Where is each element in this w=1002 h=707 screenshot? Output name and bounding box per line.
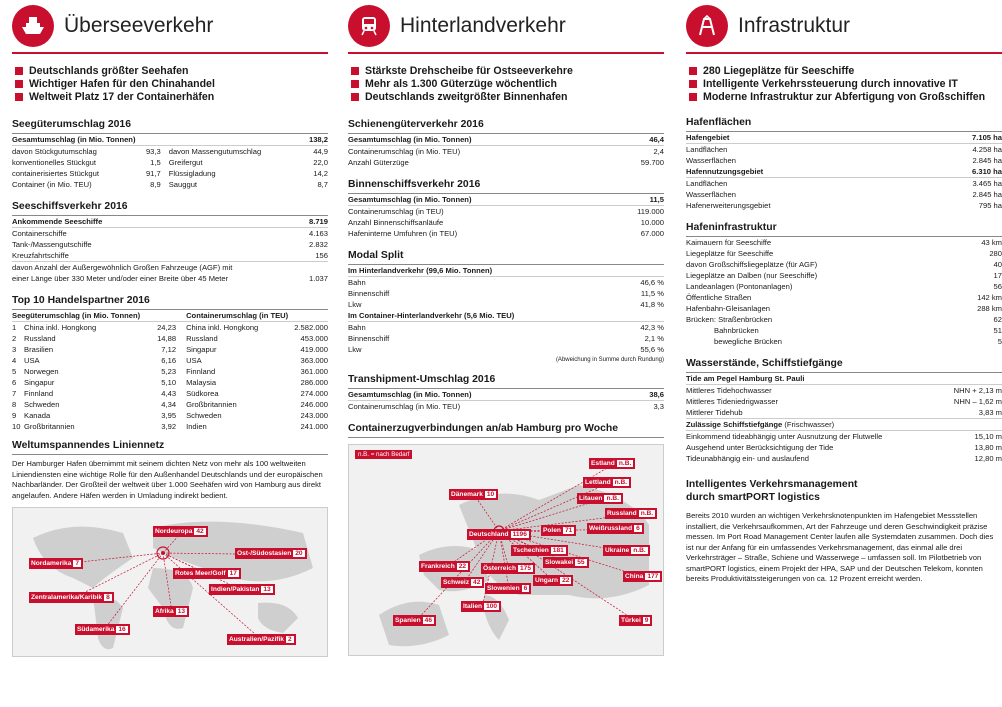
table-row: Wasserflächen 2.845 ha xyxy=(686,190,1002,199)
table-row: 2 Russland 14,88 Russland 453.000 xyxy=(12,334,328,343)
section-heading: Weltumspannendes Liniennetz xyxy=(12,440,328,455)
table-row: Hafengebiet 7.105 ha xyxy=(686,133,1002,142)
schienenverkehr-section xyxy=(348,119,664,168)
train-label: Spanien 46 xyxy=(393,615,436,626)
train-label: Dänemark 10 xyxy=(449,489,498,500)
liniennetz-text: Der Hamburger Hafen übernimmt mit seinem dichten Netz von mehr als 100 weltweiten Liniendiensten eine wichtige Rolle für den Außenhandel Deutschlands und der europäischen Nachbarländer. Der Großteil der weltweit über 1.000 Seehäfen wird von Hamburg aus direkt angelaufen. Andere Häfen werden in Umladung indirekt bedient. xyxy=(12,459,323,500)
section-heading: Seegüterumschlag 2016 xyxy=(12,119,328,134)
hafeninfrastruktur-table xyxy=(686,237,1002,347)
liniennetz-section xyxy=(12,440,328,657)
train-label: Türkei 9 xyxy=(619,615,652,626)
section-heading: Containerzugverbindungen an/ab Hamburg pro Woche xyxy=(348,423,664,438)
table-row: Lkw 41,8 % xyxy=(348,300,664,309)
train-label: Tschechien 181 xyxy=(511,545,568,556)
train-label: Ukraine n.B. xyxy=(603,545,650,556)
table-row: 7 Finnland 4,43 Südkorea 274.000 xyxy=(12,389,328,398)
table-row: Kreuzfahrtschiffe 156 xyxy=(12,251,328,260)
total-value: 138,2 xyxy=(301,134,328,146)
section-heading: Schienengüterverkehr 2016 xyxy=(348,119,664,134)
crane-icon xyxy=(686,5,728,47)
hafenflaechen-section xyxy=(686,117,1002,211)
table-row: davon Anzahl der Außergewöhnlich Großen Fahrzeuge (AGF) mit xyxy=(12,263,233,272)
map-label-ostasien: Ost-/Südostasien 20 xyxy=(235,548,307,559)
section-heading: Top 10 Handelspartner 2016 xyxy=(12,295,328,310)
map-label-nordamerika: Nordamerika 7 xyxy=(29,558,83,569)
table-row: Containerumschlag (in Mio. TEU) 2,4 xyxy=(348,147,664,156)
table-row: Anzahl Binnenschiffsanläufe 10.000 xyxy=(348,218,664,227)
train-label: Italien 100 xyxy=(461,601,501,612)
section-header xyxy=(12,0,328,54)
table-row: Mittleres Tidehochwasser NHN + 2,13 m xyxy=(686,386,1002,395)
table-row: Kaimauern für Seeschiffe 43 km xyxy=(686,238,1002,247)
table-row: Containerumschlag (in Mio. TEU) 3,3 xyxy=(348,402,664,411)
table-row: Lkw 55,6 % xyxy=(348,345,664,354)
section-heading: Wasserstände, Schiffstiefgänge xyxy=(686,358,1002,373)
highlight-item: Moderne Infrastruktur zur Abfertigung von Großschiffen xyxy=(689,91,1002,104)
train-label: Schweiz 42 xyxy=(441,577,484,588)
train-label: Polen 71 xyxy=(541,525,576,536)
table-row: Mittlerer Tidehub 3,83 m xyxy=(686,408,1002,417)
column-ueberseeverkehr xyxy=(12,0,328,657)
table-row: Bahn 42,3 % xyxy=(348,323,664,332)
table-row: Landeanlagen (Pontonanlagen) 56 xyxy=(686,282,1002,291)
highlight-list xyxy=(351,65,664,104)
section-heading: Binnenschiffsverkehr 2016 xyxy=(348,179,664,194)
table-row: Liegeplätze für Seeschiffe 280 xyxy=(686,249,1002,258)
modal-split-section xyxy=(348,250,664,363)
table-row: containerisiertes Stückgut 91,7 Flüssigladung 14,2 xyxy=(12,169,328,178)
table-row: Container (in Mio. TEU) 8,9 Sauggut 8,7 xyxy=(12,180,328,189)
train-label: Russland n.B. xyxy=(605,508,657,519)
wasserstaende-section xyxy=(686,358,1002,464)
table-row: Anzahl Güterzüge 59.700 xyxy=(348,158,664,167)
train-label: Slowenien 6 xyxy=(485,583,531,594)
train-icon xyxy=(348,5,390,47)
smartport-section xyxy=(686,478,1002,585)
table-row: Containerumschlag (in TEU) 119.000 xyxy=(348,207,664,216)
highlight-item: Deutschlands größter Seehafen xyxy=(15,65,328,78)
modal-split-table: Im Hinterlandverkehr (99,6 Mio. Tonnen) Bahn 46,6 % Binnenschiff 11,5 % Lkw 41,8 % Im Container-Hinterlandverkehr (5,6 Mio. TEU) Bahn 42,3 % Binnenschiff 2,1 % Lkw 55,6 % xyxy=(348,266,664,354)
table-row: 10 Großbritannien 3,92 Indien 241.000 xyxy=(12,422,328,431)
europe-train-map xyxy=(348,444,664,656)
table-row: 9 Kanada 3,95 Schweden 243.000 xyxy=(12,411,328,420)
map-label-zentralamerika: Zentralamerika/Karibik 8 xyxy=(29,592,114,603)
table-row: 5 Norwegen 5,23 Finnland 361.000 xyxy=(12,367,328,376)
table-row: Tank-/Massengutschiffe 2.832 xyxy=(12,240,328,249)
handelspartner-section xyxy=(12,295,328,432)
seegueterumschlag-section xyxy=(12,119,328,190)
table-row: 1 China inkl. Hongkong 24,23 China inkl. Hongkong 2.582.000 xyxy=(12,323,328,332)
section-header xyxy=(686,0,1002,54)
table-row: Öffentliche Straßen 142 km xyxy=(686,293,1002,302)
table-row: Wasserflächen 2.845 ha xyxy=(686,156,1002,165)
highlight-item: 280 Liegeplätze für Seeschiffe xyxy=(689,65,1002,78)
table-row: Bahn 46,6 % xyxy=(348,278,664,287)
table-row: Bahnbrücken 51 xyxy=(714,326,1002,335)
schienenverkehr-table: Gesamtumschlag (in Mio. Tonnen) 46,4 Containerumschlag (in Mio. TEU) 2,4 Anzahl Güterzüge 59.700 xyxy=(348,135,664,167)
table-row: Liegeplätze an Dalben (nur Seeschiffe) 17 xyxy=(686,271,1002,280)
highlight-item: Intelligente Verkehrssteuerung durch innovative IT xyxy=(689,78,1002,91)
map-label-suedamerika: Südamerika 16 xyxy=(75,624,130,635)
transhipment-table: Gesamtumschlag (in Mio. Tonnen) 38,6 Containerumschlag (in Mio. TEU) 3,3 xyxy=(348,390,664,411)
smartport-text: Bereits 2010 wurden an wichtigen Verkehrsknotenpunkten im Hafengebiet Messstellen installiert, die Verkehrsaufkommen, Art der Fahrzeuge und deren Geschwindigkeit präzise messen. Im Port Road Management Center laufen alle Systemdaten zusammen. Doch dies ist nur der Anfang für ein umfassendes Verkehrsmanagement, das einmal alle drei Verkehrsträger – Straße, Schiene und Wasserwege – umfassen soll. Im Pilotbetrieb von smartPORT logistics, einem Projekt der HPA, SAP und der Deutschen Telekom, konnten bereits Produktivitätssteigerungen von ca. 12 Prozent erreicht werden. xyxy=(686,511,994,583)
section-heading: Transhipment-Umschlag 2016 xyxy=(348,374,664,389)
map-legend: n.B. = nach Bedarf xyxy=(355,450,412,459)
section-heading: Hafenflächen xyxy=(686,117,1002,132)
highlight-item: Stärkste Drehscheibe für Ostseeverkehre xyxy=(351,65,664,78)
section-header xyxy=(348,0,664,54)
table-row: 8 Schweden 4,34 Großbritannien 246.000 xyxy=(12,400,328,409)
table-row: Binnenschiff 2,1 % xyxy=(348,334,664,343)
table-row: Landflächen 3.465 ha xyxy=(686,179,1002,188)
section-heading: Hafeninfrastruktur xyxy=(686,222,1002,237)
table-row: Hafenerweiterungsgebiet 795 ha xyxy=(686,201,1002,210)
section-heading: Modal Split xyxy=(348,250,664,265)
column-title: Infrastruktur xyxy=(738,14,851,37)
section-heading: Intelligentes Verkehrsmanagement durch smartPORT logistics xyxy=(686,479,858,503)
map-label-australien: Australien/Pazifik 2 xyxy=(227,634,296,645)
containerzug-section xyxy=(348,423,664,656)
highlight-item: Mehr als 1.300 Güterzüge wöchentlich xyxy=(351,78,664,91)
train-label: Estland n.B. xyxy=(589,458,635,469)
table-row: Hafenbahn-Gleisanlagen 288 km xyxy=(686,304,1002,313)
map-label-afrika: Afrika 13 xyxy=(153,606,189,617)
table-row: Containerschiffe 4.163 xyxy=(12,229,328,238)
seegueterumschlag-table xyxy=(12,134,328,190)
column-title: Überseeverkehr xyxy=(64,14,214,37)
map-label-rotes-meer: Rotes Meer/Golf 17 xyxy=(173,568,241,579)
section-heading: Seeschiffsverkehr 2016 xyxy=(12,201,328,216)
seeschiffsverkehr-section xyxy=(12,201,328,284)
table-row: Hafeninterne Umfuhren (in TEU) 67.000 xyxy=(348,229,664,238)
table-row: Hafennutzungsgebiet 6.310 ha xyxy=(686,167,1002,176)
total-label: Gesamtumschlag (in Mio. Tonnen) xyxy=(12,134,301,146)
hafenflaechen-table xyxy=(686,132,1002,211)
train-label: Litauen n.B. xyxy=(577,493,623,504)
table-row: konventionelles Stückgut 1,5 Greifergut 22,0 xyxy=(12,158,328,167)
table-row: Einkommend tideabhängig unter Ausnutzung der Flutwelle 15,10 m xyxy=(686,432,1002,441)
train-label: Ungarn 22 xyxy=(533,575,573,586)
table-row: Brücken: Straßenbrücken 62 xyxy=(686,315,1002,324)
ship-icon xyxy=(12,5,54,47)
handelspartner-table: Seegüterumschlag (in Mio. Tonnen) Containerumschlag (in TEU) 1 China inkl. Hongkong 24,23 China inkl. Hongkong 2.582.000 2 Russland 14,88 Russland 453.000 3 Brasilien 7,12 Singapur 419.000 4 USA 6,16 USA 363.000 5 Norwegen 5,23 Finnland 361.000 6 Singapur 5,10 Malaysia 286.000 7 Finnland 4,43 Südkorea 274.000 8 Schweden 4,34 Großbritannien 246.000 9 Kanada 3,95 Schweden 243.000 10 Großbritannien 3,92 Indien 241.000 xyxy=(12,311,328,431)
table-row: 4 USA 6,16 USA 363.000 xyxy=(12,356,328,365)
transhipment-section xyxy=(348,374,664,412)
train-label: Frankreich 22 xyxy=(419,561,470,572)
train-label: Deutschland 1196 xyxy=(467,529,531,540)
highlight-item: Deutschlands zweitgrößter Binnenhafen xyxy=(351,91,664,104)
column-hinterlandverkehr xyxy=(348,0,664,656)
wasserstaende-table: Tide am Pegel Hamburg St. Pauli Mittleres Tidehochwasser NHN + 2,13 m Mittleres Tideniedrigwasser NHN – 1,62 m Mittlerer Tidehub 3,83 m Zulässige Schiffstiefgänge (Frischwasser) Einkommend tideabhängig unter Ausnutzung der Flutwelle 15,10 m Ausgehend unter Berücksichtigung der Tide 13,80 m Tideunabhängig ein- und auslaufend 12,80 m xyxy=(686,374,1002,463)
table-row: 6 Singapur 5,10 Malaysia 286.000 xyxy=(12,378,328,387)
highlight-list xyxy=(15,65,328,104)
table-row: Ausgehend unter Berücksichtigung der Tide 13,80 m xyxy=(686,443,1002,452)
world-route-map xyxy=(12,507,328,657)
table-row: 3 Brasilien 7,12 Singapur 419.000 xyxy=(12,345,328,354)
binnenschiff-table: Gesamtumschlag (in Mio. Tonnen) 11,5 Containerumschlag (in TEU) 119.000 Anzahl Binnenschiffsanläufe 10.000 Hafeninterne Umfuhren (in TEU) 67.000 xyxy=(348,195,664,238)
binnenschiff-section xyxy=(348,179,664,239)
column-title: Hinterlandverkehr xyxy=(400,14,566,37)
table-row: bewegliche Brücken 5 xyxy=(714,337,1002,346)
train-label: Österreich 175 xyxy=(481,563,535,574)
map-label-nordeuropa: Nordeuropa 42 xyxy=(153,526,208,537)
table-row: Binnenschiff 11,5 % xyxy=(348,289,664,298)
table-row: davon Großschiffsliegeplätze (für AGF) 40 xyxy=(686,260,1002,269)
table-row: einer Länge über 330 Meter und/oder einer Breite über 45 Meter 1.037 xyxy=(12,274,328,283)
map-label-indien: Indien/Pakistan 13 xyxy=(209,584,275,595)
table-row: Tideunabhängig ein- und auslaufend 12,80 m xyxy=(686,454,1002,463)
train-label: Weißrussland 6 xyxy=(587,523,644,534)
train-label: Lettland n.B. xyxy=(583,477,631,488)
highlight-item: Weltweit Platz 17 der Containerhäfen xyxy=(15,91,328,104)
table-row: davon Stückgutumschlag 93,3 davon Massengutumschlag 44,9 xyxy=(12,147,328,156)
table-row: Mittleres Tideniedrigwasser NHN – 1,62 m xyxy=(686,397,1002,406)
train-label: Slowakei 55 xyxy=(543,557,589,568)
table-row: Landflächen 4.258 ha xyxy=(686,145,1002,154)
train-label: China 177 xyxy=(623,571,662,582)
seeschiffsverkehr-table: Ankommende Seeschiffe 8.719 Containerschiffe 4.163 Tank-/Massengutschiffe 2.832 Kreuzfahrtschiffe 156 davon Anzahl der Außergewöhnlich Großen Fahrzeuge (AGF) mit einer Länge über 330 Meter und/oder einer Breite über 45 Meter 1.037 xyxy=(12,217,328,283)
highlight-item: Wichtiger Hafen für den Chinahandel xyxy=(15,78,328,91)
hafeninfrastruktur-section xyxy=(686,222,1002,347)
rounding-note: (Abweichung in Summe durch Rundung) xyxy=(555,357,664,363)
column-infrastruktur xyxy=(686,0,1002,585)
highlight-list xyxy=(689,65,1002,104)
